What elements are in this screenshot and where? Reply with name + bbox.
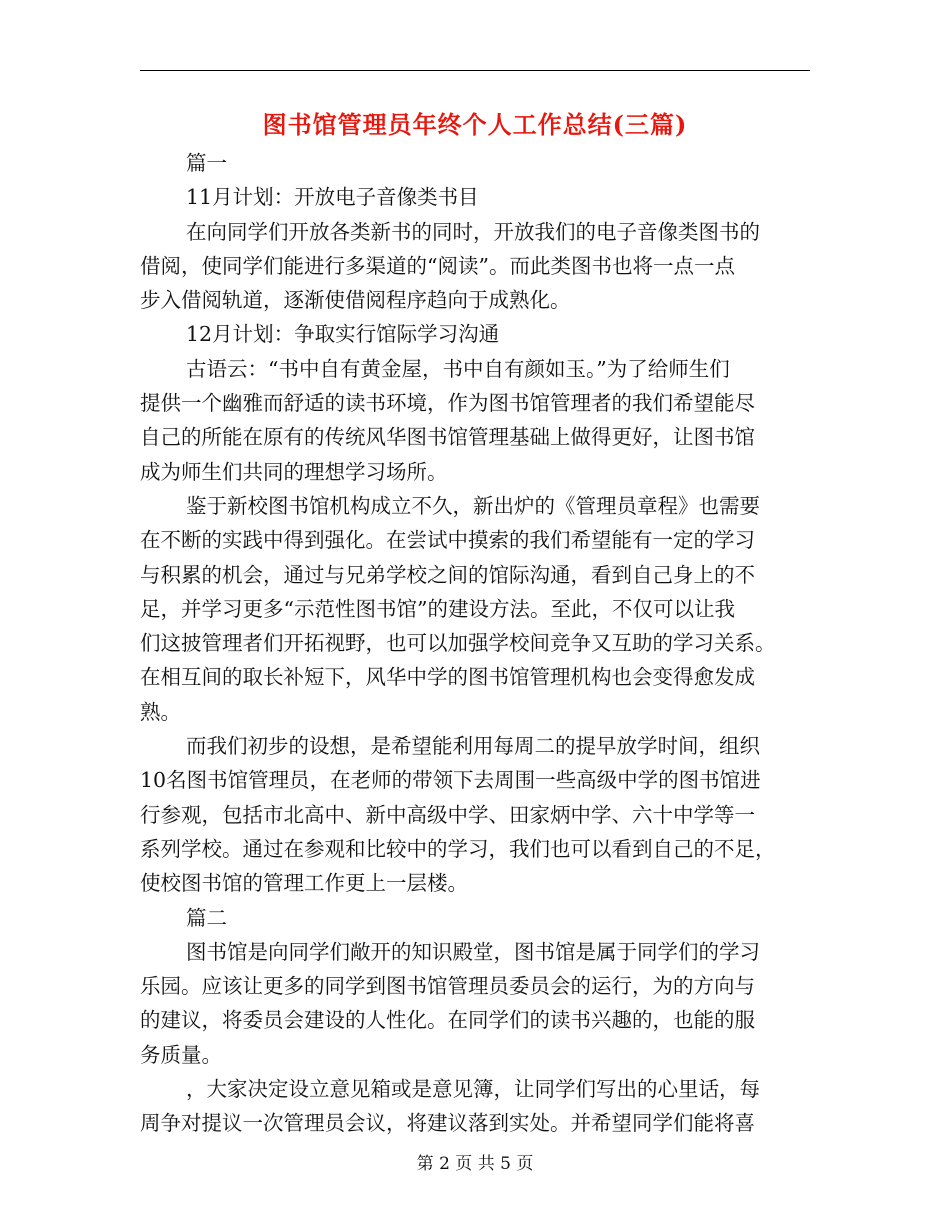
document-body [140,146,810,1141]
text-line: 篇二 [186,905,227,930]
text-line: 篇一 [186,151,227,175]
text-line: 在相互间的取长补短下，风华中学的图书馆管理机构也会变得愈发成 [140,665,755,690]
text-line: 的建议，将委员会建设的人性化。在同学们的读书兴趣的，也能的服 [140,1008,755,1033]
text-line: 足，并学习更多“示范性图书馆”的建设方法。至此，不仅可以让我 [140,596,735,621]
text-line: 自己的所能在原有的传统风华图书馆管理基础上做得更好，让图书馆 [140,425,755,450]
text-line: 而我们初步的设想，是希望能利用每周二的提早放学时间，组织 [186,734,760,759]
text-line: 在不断的实践中得到强化。在尝试中摸索的我们希望能有一定的学习 [140,528,755,553]
text-line: 在向同学们开放各类新书的同时，开放我们的电子音像类图书的 [186,219,760,244]
text-line: 系列学校。通过在参观和比较中的学习，我们也可以看到自己的不足， [140,836,776,861]
text-line: 成为师生们共同的理想学习场所。 [140,459,448,484]
text-line: ，大家决定设立意见箱或是意见簿，让同学们写出的心里话，每 [186,1077,760,1102]
text-line: 10名图书馆管理员，在老师的带领下去周围一些高级中学的图书馆进 [140,768,761,793]
page-footer: 第 2 页 共 5 页 [416,1154,534,1174]
text-line: 11月计划：开放电子音像类书目 [186,185,479,210]
text-line: 借阅，使同学们能进行多渠道的“阅读”。而此类图书也将一点一点 [140,253,735,278]
text-line: 务质量。 [140,1042,222,1067]
text-line: 古语云：“书中自有黄金屋，书中自有颜如玉。”为了给师生们 [186,356,730,381]
text-line: 鉴于新校图书馆机构成立不久，新出炉的《管理员章程》也需要 [186,493,760,518]
text-line: 们这披管理者们开拓视野，也可以加强学校间竞争又互助的学习关系。 [140,631,776,656]
text-line: 12月计划：争取实行馆际学习沟通 [186,322,500,347]
text-line: 图书馆是向同学们敞开的知识殿堂，图书馆是属于同学们的学习 [186,939,760,964]
text-line: 提供一个幽雅而舒适的读书环境，作为图书馆管理者的我们希望能尽 [140,391,755,416]
text-line: 步入借阅轨道，逐渐使借阅程序趋向于成熟化。 [140,288,571,313]
text-line: 熟。 [140,699,181,724]
text-line: 行参观，包括市北高中、新中高级中学、田家炳中学、六十中学等一 [140,802,755,827]
text-line: 与积累的机会，通过与兄弟学校之间的馆际沟通，看到自己身上的不 [140,562,755,587]
header-rule [140,70,810,71]
document-title: 图书馆管理员年终个人工作总结(三篇) [262,110,688,139]
text-line: 周争对提议一次管理员会议，将建议落到实处。并希望同学们能将喜 [140,1111,755,1136]
text-line: 使校图书馆的管理工作更上一层楼。 [140,871,468,896]
text-line: 乐园。应该让更多的同学到图书馆管理员委员会的运行，为的方向与 [140,974,755,999]
